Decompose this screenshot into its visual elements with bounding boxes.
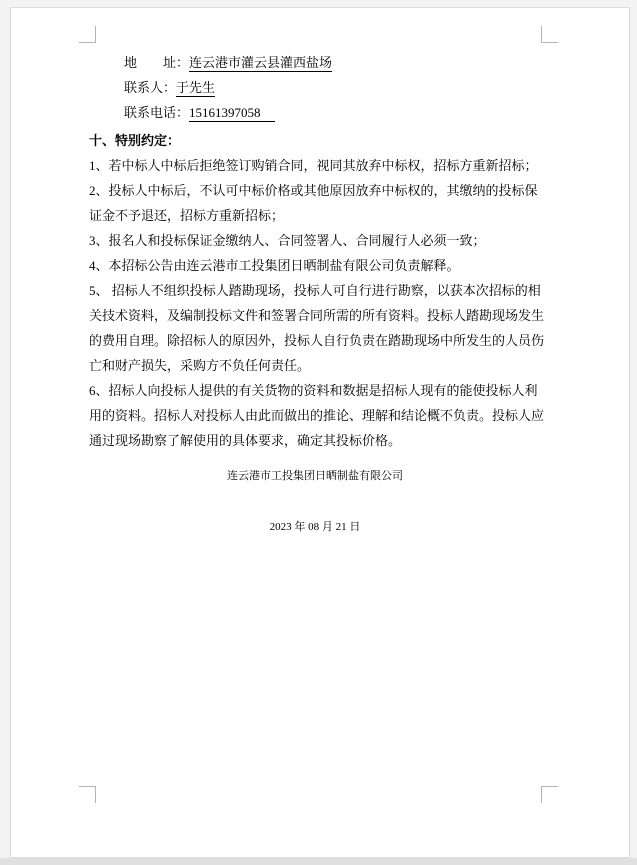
clause-lines — [89, 153, 545, 453]
signature-company: 连云港市工投集团日晒制盐有限公司 — [227, 470, 403, 482]
clause-line: 2、投标人中标后，不认可中标价格或其他原因放弃中标权的，其缴纳的投标保 — [89, 183, 538, 198]
clause-line: 通过现场勘察了解使用的具体要求，确定其投标价格。 — [89, 433, 402, 448]
special-terms-section — [89, 128, 545, 453]
clause-line: 关技术资料，及编制投标文件和签署合同所需的所有资料。投标人踏勘现场发生 — [89, 308, 545, 323]
signature-date: 2023 年 08 月 21 日 — [269, 521, 361, 533]
clause-line: 用的资料。招标人对投标人由此而做出的推论、理解和结论概不负责。投标人应 — [89, 408, 545, 423]
contact-person-row — [124, 75, 332, 100]
phone-row — [124, 100, 332, 125]
address-value: 连云港市灌云县灌西盐场 — [189, 55, 333, 70]
window-bottom-bar — [0, 858, 637, 865]
clause-line: 5、 招标人不组织投标人踏勘现场，投标人可自行进行勘察，以获本次招标的相 — [89, 283, 541, 298]
contact-person-label: 联系人： — [124, 80, 177, 95]
text-boundary-mark-top-right — [541, 26, 558, 43]
address-row — [124, 50, 332, 75]
text-boundary-mark-bottom-right — [541, 786, 558, 803]
document-page — [10, 7, 630, 858]
contact-block — [124, 50, 332, 125]
clause-line: 1、若中标人中标后拒绝签订购销合同，视同其放弃中标权，招标方重新招标； — [89, 158, 538, 173]
phone-value: 15161397058 — [189, 105, 275, 122]
clause-line: 证金不予退还，招标方重新招标； — [89, 208, 285, 223]
clause-line: 的费用自理。除招标人的原因外，投标人自行负责在踏勘现场中所发生的人员伤 — [89, 333, 545, 348]
clause-line: 亡和财产损失，采购方不负任何责任。 — [89, 358, 311, 373]
text-boundary-mark-bottom-left — [79, 786, 96, 803]
clause-line: 4、本招标公告由连云港市工投集团日晒制盐有限公司负责解释。 — [89, 258, 460, 273]
text-boundary-mark-top-left — [79, 26, 96, 43]
clause-line: 6、招标人向投标人提供的有关货物的资料和数据是招标人现有的能使投标人利 — [89, 383, 538, 398]
section-title: 十、特别约定： — [89, 133, 181, 148]
address-label: 地 址： — [124, 55, 190, 70]
clause-line: 3、报名人和投标保证金缴纳人、合同签署人、合同履行人必须一致； — [89, 233, 486, 248]
contact-person-value: 于先生 — [176, 80, 216, 95]
phone-label: 联系电话： — [124, 105, 190, 120]
